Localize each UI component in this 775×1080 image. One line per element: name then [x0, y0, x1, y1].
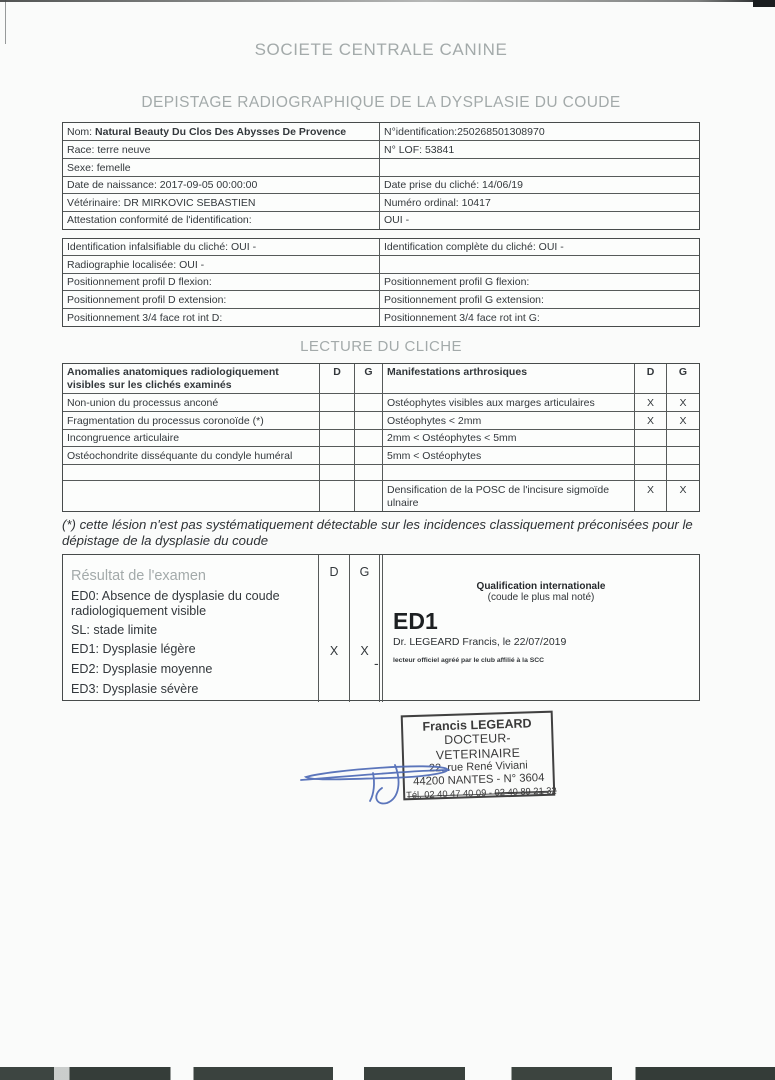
birthdate-cell: Date de naissance: 2017-09-05 00:00:00 [67, 179, 258, 192]
scan-artifact-top [0, 0, 775, 2]
table-row [63, 176, 699, 194]
result-item-sl: SL: stade limite [71, 622, 158, 637]
localized-xray-cell: Radiographie localisée: OUI - [67, 258, 205, 271]
manifestation-cell: Densification de la POSC de l'incisure sigmoïde ulnaire [382, 481, 634, 511]
result-ed1-g: X [349, 642, 379, 662]
anomaly-cell: Non-union du processus anconé [67, 396, 219, 409]
result-sl-d [318, 623, 349, 642]
lecture-table [62, 363, 700, 513]
empty-cell [379, 159, 699, 176]
qualification-panel [374, 555, 699, 702]
section-title: LECTURE DU CLICHE [300, 337, 462, 355]
anomaly-g-cell [354, 394, 382, 411]
complete-id-cell: Identification complète du cliché: OUI - [379, 239, 699, 256]
breed-cell: Race: terre neuve [67, 143, 151, 156]
table-row [63, 123, 699, 140]
manifestations-header: Manifestations arthrosiques [382, 364, 634, 394]
col-d-header: D [319, 364, 354, 394]
manifestation-cell: Ostéophytes visibles aux marges articulaires [382, 394, 634, 411]
face-rot-d-cell: Positionnement 3/4 face rot int D: [67, 311, 223, 324]
table-row [63, 308, 699, 326]
lof-number-cell: N° LOF: 53841 [379, 141, 699, 158]
anomaly-d-cell [319, 481, 354, 511]
handwritten-dash: - [374, 654, 379, 671]
table-row [63, 158, 699, 176]
dog-name-value: Natural Beauty Du Clos Des Abysses De Provence [95, 125, 347, 138]
col-g-header: G [666, 364, 699, 394]
stamp-city: 44200 NANTES - N° 3604 [412, 771, 545, 788]
anomaly-g-cell [354, 430, 382, 447]
table-row [63, 290, 699, 308]
reader-line: Dr. LEGEARD Francis, le 22/07/2019 [393, 635, 567, 648]
manifestation-g-cell: X [666, 394, 699, 411]
result-ed3-g [349, 682, 379, 702]
manifestation-cell [382, 465, 634, 481]
result-ed0-g [349, 589, 379, 623]
anomaly-g-cell [354, 447, 382, 464]
table-row [63, 273, 699, 291]
identification-cell: N°identification:250268501308970 [379, 123, 699, 140]
org-title: SOCIETE CENTRALE CANINE [254, 40, 508, 59]
ordinal-number-cell: Numéro ordinal: 10417 [379, 194, 699, 211]
result-sl-g [349, 623, 379, 642]
lecture-row [63, 429, 699, 447]
stamp-phone-active: Tél. 02 40 47 40 09 - [406, 787, 495, 801]
empty-cell [379, 256, 699, 273]
manifestation-d-cell: X [634, 481, 666, 511]
manifestation-d-cell [634, 465, 666, 481]
manifestation-g-cell [666, 430, 699, 447]
manifestation-cell: Ostéophytes < 2mm [382, 412, 634, 429]
footnote: (*) cette lésion n'est pas systématiquement détectable sur les incidences classiquement préconisées pour le dépistage de la dysplasie du coude [62, 517, 693, 549]
stamp-title: DOCTEUR-VETERINAIRE [435, 731, 521, 762]
anomaly-g-cell [354, 412, 382, 429]
manifestation-d-cell: X [634, 412, 666, 429]
result-ed1-d: X [318, 642, 349, 662]
result-item-ed2: ED2: Dysplasie moyenne [71, 661, 213, 676]
identity-table [62, 122, 700, 230]
anomaly-d-cell [319, 412, 354, 429]
scan-artifact-left [5, 0, 6, 44]
anomaly-cell: Incongruence articulaire [67, 432, 180, 445]
positioning-table [62, 238, 700, 327]
col-d-header: D [634, 364, 666, 394]
grade-value: ED1 [393, 607, 438, 634]
lecture-row [63, 480, 699, 511]
anomaly-cell [63, 481, 319, 511]
attestation-cell: Attestation conformité de l'identification: [67, 214, 252, 227]
anomaly-cell [63, 465, 319, 481]
result-title: Résultat de l'examen [71, 567, 206, 584]
anomaly-d-cell [319, 430, 354, 447]
doc-title: DEPISTAGE RADIOGRAPHIQUE DE LA DYSPLASIE DU COUDE [141, 94, 621, 111]
scan-artifact-bottom [0, 1067, 775, 1080]
lecture-header-row [63, 364, 699, 394]
lecture-row [63, 411, 699, 429]
profile-g-extension-cell: Positionnement profil G extension: [379, 291, 699, 308]
profile-d-flexion-cell: Positionnement profil D flexion: [67, 276, 212, 289]
table-row [63, 239, 699, 256]
result-col-g-header: G [349, 555, 379, 589]
manifestation-d-cell: X [634, 394, 666, 411]
result-item-ed1: ED1: Dysplasie légère [71, 641, 196, 656]
anomaly-cell: Fragmentation du processus coronoïde (*) [67, 414, 264, 427]
manifestation-g-cell [666, 465, 699, 481]
face-rot-g-cell: Positionnement 3/4 face rot int G: [379, 309, 699, 326]
table-row [63, 255, 699, 273]
table-row [63, 211, 699, 229]
anomaly-cell: Ostéochondrite disséquante du condyle huméral [67, 449, 293, 462]
result-ed0-d [318, 589, 349, 623]
xray-date-cell: Date prise du cliché: 14/06/19 [379, 177, 699, 194]
anomaly-d-cell [319, 447, 354, 464]
scan-artifact-corner [753, 0, 775, 7]
col-g-header: G [354, 364, 382, 394]
profile-d-extension-cell: Positionnement profil D extension: [67, 293, 227, 306]
veterinarian-cell: Vétérinaire: DR MIRKOVIC SEBASTIEN [67, 196, 256, 209]
lecture-row [63, 446, 699, 464]
sex-cell: Sexe: femelle [67, 161, 131, 174]
infalsifiable-id-cell: Identification infalsifiable du cliché: OUI - [67, 241, 257, 254]
qualification-title: Qualification internationale [476, 580, 606, 592]
anomaly-d-cell [319, 394, 354, 411]
dog-name-cell [63, 123, 379, 140]
lecture-row [63, 393, 699, 411]
manifestation-cell: 2mm < Ostéophytes < 5mm [382, 430, 634, 447]
result-item-ed0: ED0: Absence de dysplasie du coude radiologiquement visible [71, 588, 280, 618]
result-box [62, 554, 700, 701]
profile-g-flexion-cell: Positionnement profil G flexion: [379, 274, 699, 291]
reader-note: lecteur officiel agréé par le club affilié à la SCC [393, 656, 545, 664]
anomalies-header: Anomalies anatomiques radiologiquement visibles sur les clichés examinés [67, 366, 279, 392]
result-ed3-d [318, 682, 349, 702]
result-item-ed3: ED3: Dysplasie sévère [71, 681, 199, 696]
attestation-value-cell: OUI - [379, 212, 699, 229]
lecture-row [63, 464, 699, 481]
manifestation-g-cell [666, 447, 699, 464]
dog-name-label: Nom: [67, 125, 96, 138]
manifestation-cell: 5mm < Ostéophytes [382, 447, 634, 464]
stamp-name: Francis LEGEARD [422, 716, 532, 734]
anomaly-d-cell [319, 465, 354, 481]
manifestation-d-cell [634, 447, 666, 464]
qualification-subtitle: (coude le plus mal noté) [487, 591, 595, 603]
anomaly-g-cell [354, 481, 382, 511]
signature-scribble [298, 750, 468, 812]
table-row [63, 193, 699, 211]
document-content [62, 0, 700, 701]
stamp-address: 22, rue René Viviani [428, 759, 528, 775]
table-row [63, 140, 699, 158]
result-ed2-d [318, 662, 349, 682]
manifestation-d-cell [634, 430, 666, 447]
stamp-phone-struck: 02 40 89 21 32 [494, 785, 557, 798]
result-col-d-header: D [318, 555, 349, 589]
manifestation-g-cell: X [666, 412, 699, 429]
manifestation-g-cell: X [666, 481, 699, 511]
anomaly-g-cell [354, 465, 382, 481]
